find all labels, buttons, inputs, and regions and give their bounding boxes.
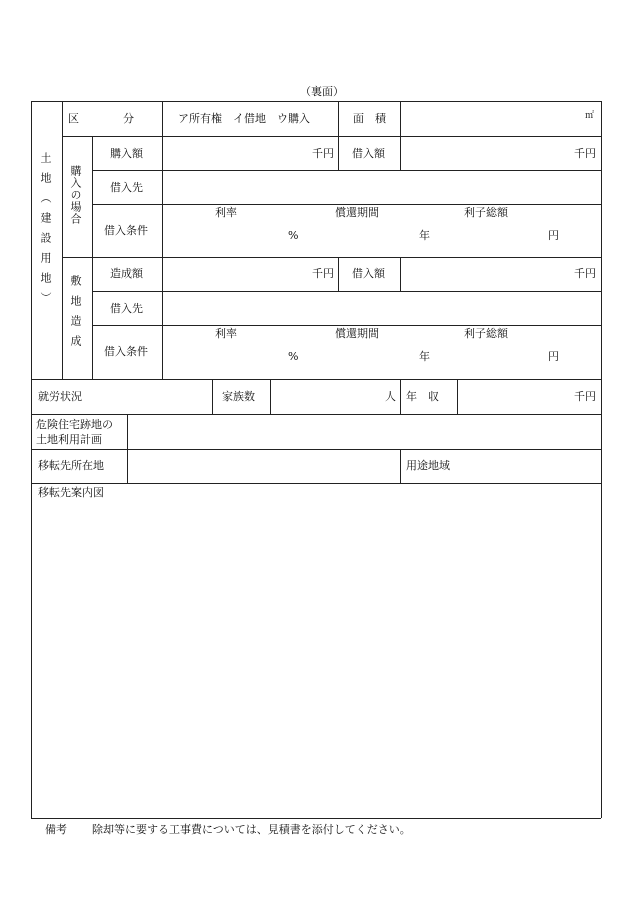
relocation-address-field[interactable]	[129, 451, 398, 481]
income-label: 年 収	[406, 390, 439, 403]
purchase-loan-field[interactable]	[402, 138, 572, 168]
remarks-label: 備考	[45, 823, 67, 836]
purchase-rate-field[interactable]	[164, 222, 284, 252]
purchase-interest-field[interactable]	[430, 222, 545, 252]
purchase-interest-label: 利子総額	[464, 206, 508, 219]
site-conditions-label: 借入条件	[104, 345, 148, 358]
site-interest-label: 利子総額	[464, 327, 508, 340]
purchase-loan-unit: 千円	[574, 147, 596, 160]
site-group-label: 敷地造成	[69, 275, 82, 355]
site-amount-label: 造成額	[110, 267, 143, 280]
site-interest-unit: 円	[548, 350, 559, 363]
kubun-label: 区 分	[68, 112, 134, 125]
kubun-options: ア所有権 イ借地 ウ購入	[178, 112, 310, 125]
site-rate-label: 利率	[215, 327, 237, 340]
purchase-group-label: 購入の場合	[69, 165, 82, 225]
purchase-lender-field[interactable]	[164, 172, 599, 202]
purchase-amount-unit: 千円	[312, 147, 334, 160]
hazard-land-plan-field[interactable]	[129, 416, 599, 447]
site-rate-field[interactable]	[164, 343, 284, 373]
family-field[interactable]	[272, 381, 382, 412]
hazard-label-line2: 土地利用計画	[36, 433, 102, 446]
site-period-label: 償還期間	[335, 327, 379, 340]
income-unit: 千円	[574, 390, 596, 403]
income-field[interactable]	[459, 381, 571, 412]
land-section-label: 土地（建設用地）	[39, 152, 52, 312]
site-lender-label: 借入先	[110, 302, 143, 315]
family-unit: 人	[385, 390, 396, 403]
purchase-amount-field[interactable]	[164, 138, 309, 168]
family-label: 家族数	[222, 390, 255, 403]
purchase-period-label: 償還期間	[335, 206, 379, 219]
relocation-map-area[interactable]	[33, 502, 599, 816]
purchase-loan-label: 借入額	[352, 147, 385, 160]
zoning-field[interactable]	[462, 451, 599, 481]
zoning-label: 用途地域	[406, 459, 450, 472]
employment-label: 就労状況	[38, 390, 82, 403]
purchase-rate-label: 利率	[215, 206, 237, 219]
site-period-field[interactable]	[300, 343, 415, 373]
purchase-period-unit: 年	[419, 229, 430, 242]
site-loan-field[interactable]	[402, 259, 572, 289]
employment-field[interactable]	[94, 381, 210, 412]
site-amount-field[interactable]	[164, 259, 309, 289]
area-label: 面 積	[353, 112, 386, 125]
purchase-rate-unit: %	[288, 229, 299, 242]
purchase-conditions-label: 借入条件	[104, 224, 148, 237]
site-rate-unit: %	[288, 350, 299, 363]
site-interest-field[interactable]	[430, 343, 545, 373]
page-title: （裏面）	[300, 85, 344, 98]
purchase-interest-unit: 円	[548, 229, 559, 242]
site-loan-label: 借入額	[352, 267, 385, 280]
site-period-unit: 年	[419, 350, 430, 363]
area-value-field[interactable]	[402, 103, 572, 134]
area-unit: ㎡	[585, 111, 595, 121]
purchase-lender-label: 借入先	[110, 181, 143, 194]
site-lender-field[interactable]	[164, 293, 599, 323]
purchase-period-field[interactable]	[300, 222, 415, 252]
map-label: 移転先案内図	[38, 486, 104, 499]
relocation-address-label: 移転先所在地	[38, 459, 104, 472]
hazard-label-line1: 危険住宅跡地の	[36, 418, 113, 431]
purchase-amount-label: 購入額	[110, 147, 143, 160]
site-loan-unit: 千円	[574, 267, 596, 280]
site-amount-unit: 千円	[312, 267, 334, 280]
remarks-text: 除却等に要する工事費については、見積書を添付してください。	[92, 823, 411, 836]
